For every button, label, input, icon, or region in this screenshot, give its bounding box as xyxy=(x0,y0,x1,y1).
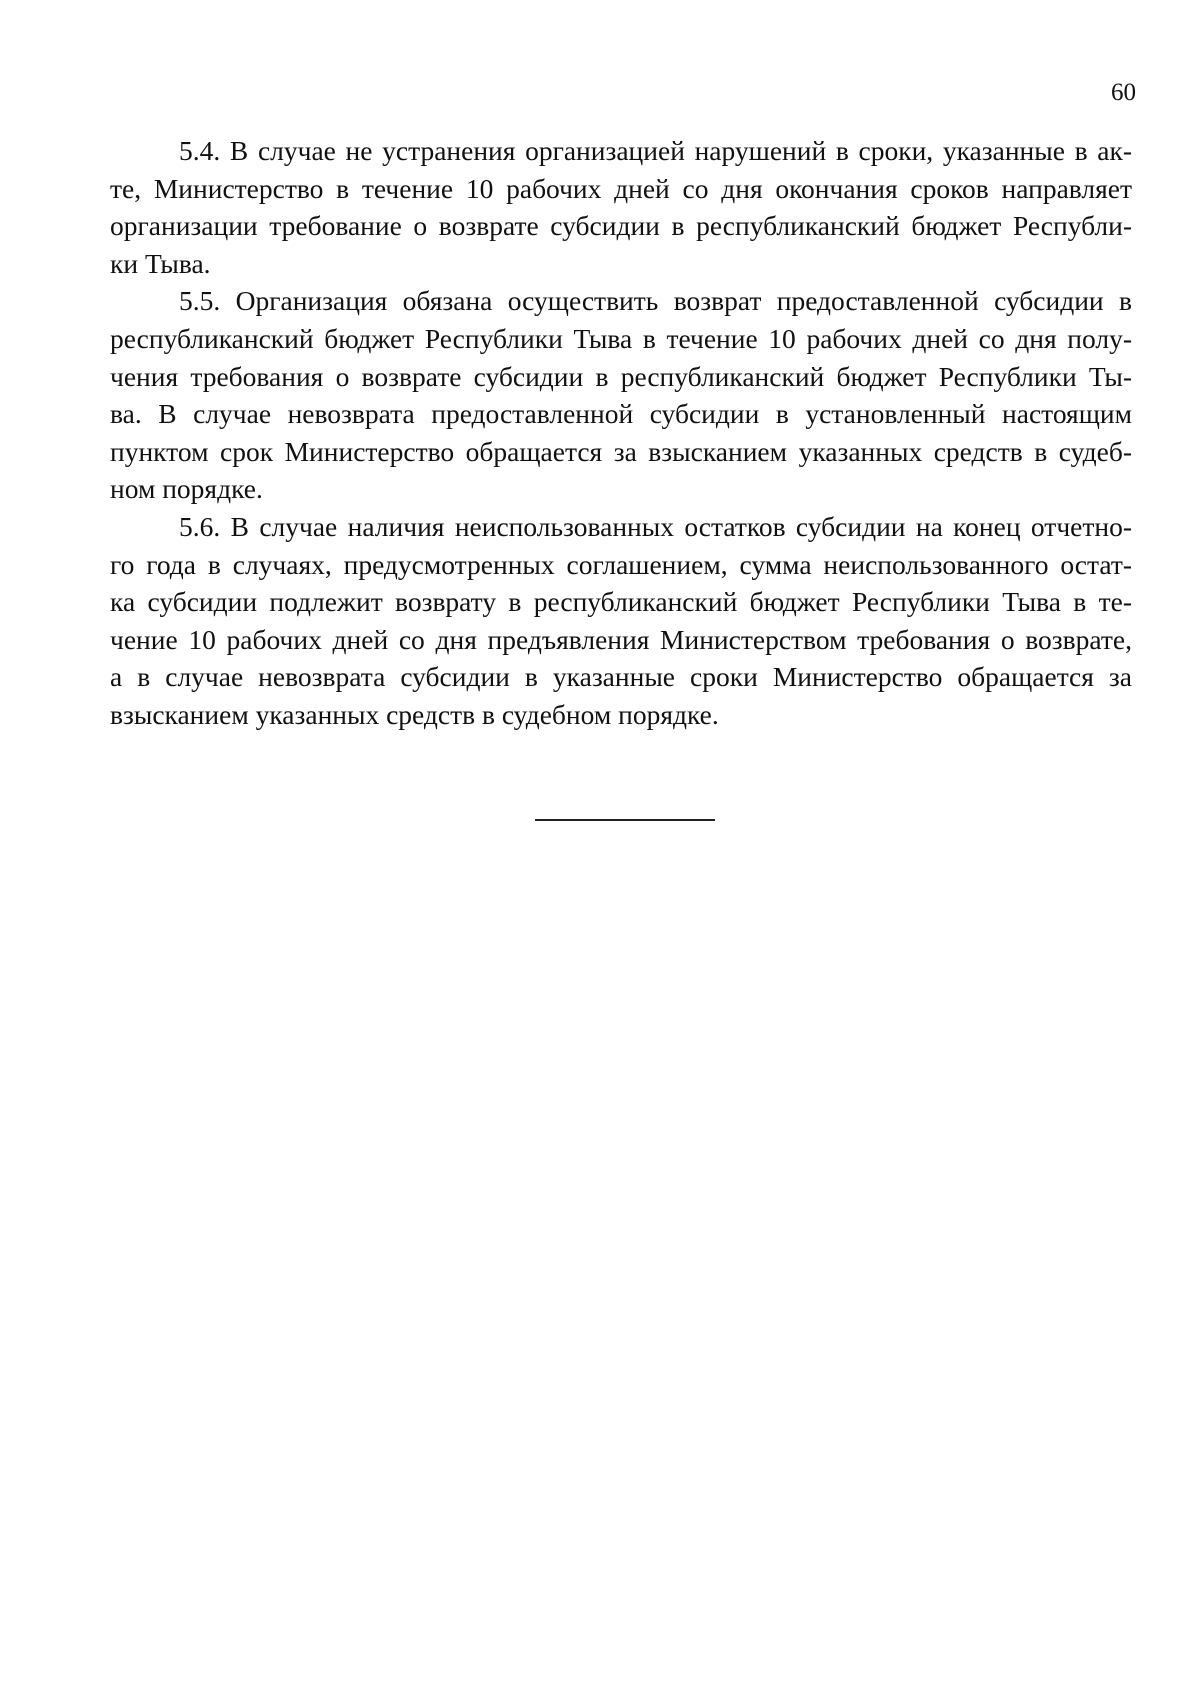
paragraph-5-5-line: республиканский бюджет Республики Тыва в течение 10 рабочих дней со дня полу- xyxy=(110,322,1132,354)
paragraph-5-5-line: ном порядке. xyxy=(110,473,263,505)
paragraph-5-5-line: чения требования о возврате субсидии в республиканский бюджет Республики Ты- xyxy=(110,360,1132,392)
document-body xyxy=(110,132,1132,734)
paragraph-5-6-line: а в случае невозврата субсидии в указанные сроки Министерство обращается за xyxy=(110,661,1132,693)
paragraph-5-4-line: 5.4. В случае не устранения организацией нарушений в сроки, указанные в ак- xyxy=(179,135,1132,166)
paragraph-5-4-line: организации требование о возврате субсидии в республиканский бюджет Республи- xyxy=(110,210,1132,242)
end-of-document-rule xyxy=(535,819,715,821)
paragraph-5-6-line: взысканием указанных средств в судебном порядке. xyxy=(110,698,719,730)
paragraph-5-5-line: пунктом срок Министерство обращается за взысканием указанных средств в судеб- xyxy=(110,435,1132,467)
paragraph-5-4-line: те, Министерство в течение 10 рабочих дней со дня окончания сроков направляет xyxy=(110,172,1132,204)
paragraph-5-6-line: чение 10 рабочих дней со дня предъявления Министерством требования о возврате, xyxy=(110,623,1132,655)
paragraph-5-5-line: 5.5. Организация обязана осуществить возврат предоставленной субсидии в xyxy=(179,285,1132,317)
paragraph-5-6-line: го года в случаях, предусмотренных соглашением, сумма неиспользованного остат- xyxy=(110,548,1132,580)
page-number: 60 xyxy=(1111,79,1136,106)
paragraph-5-6-line: 5.6. В случае наличия неиспользованных остатков субсидии на конец отчетно- xyxy=(179,510,1132,542)
paragraph-5-4-line: ки Тыва. xyxy=(110,247,211,279)
paragraph-5-5-line: ва. В случае невозврата предоставленной субсидии в установленный настоящим xyxy=(110,398,1132,430)
paragraph-5-6-line: ка субсидии подлежит возврату в республиканский бюджет Республики Тыва в те- xyxy=(110,586,1132,618)
